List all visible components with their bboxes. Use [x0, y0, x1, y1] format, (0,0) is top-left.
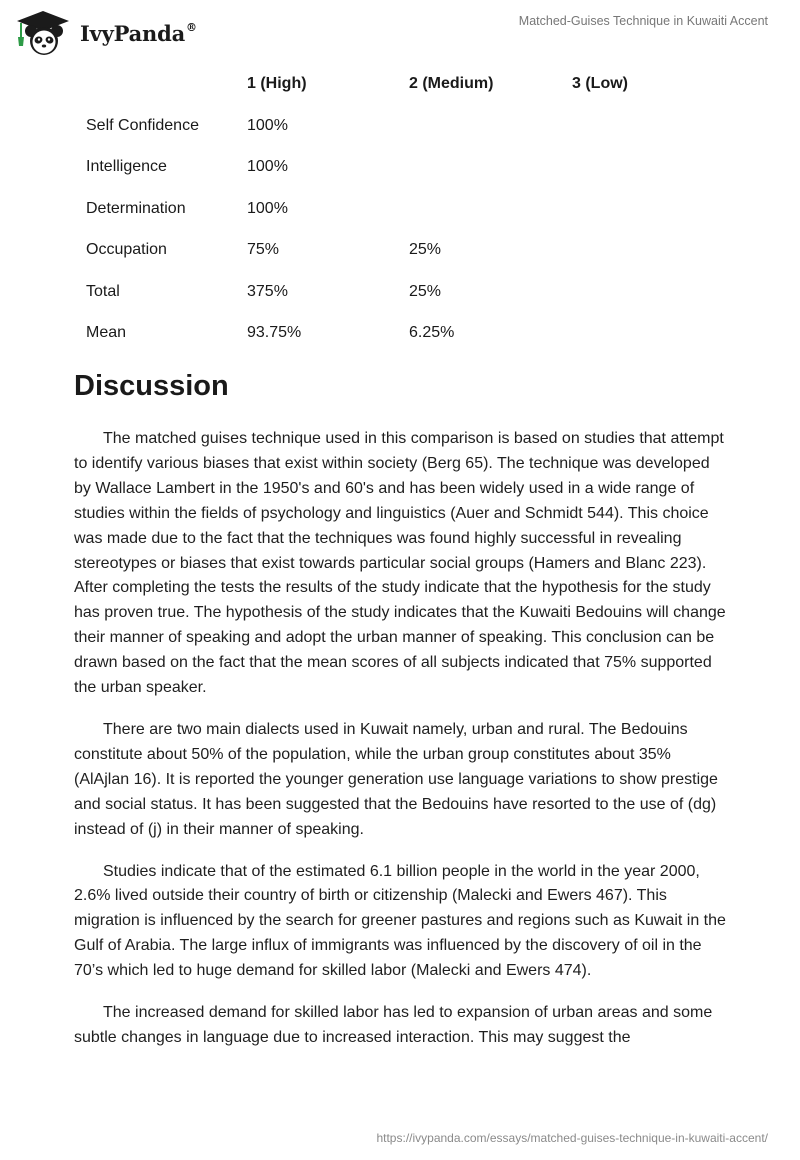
table-header-cell: 2 (Medium) — [409, 75, 494, 92]
results-table — [86, 74, 726, 365]
paragraph: There are two main dialects used in Kuwait namely, urban and rural. The Bedouins constitute about 50% of the population, while the urban group constitutes about 35% (AlAjlan 16). It is reported the younger generation use language variations to show prestige and social status. It has been suggested that the Bedouins have resorted to the use of (dg) instead of (j) in their manner of speaking. — [74, 720, 718, 838]
page-header — [0, 0, 800, 70]
table-cell: 93.75% — [247, 324, 302, 341]
table-cell: Self Confidence — [86, 116, 199, 134]
source-url-link[interactable]: https://ivypanda.com/essays/matched-guises-technique-in-kuwaiti-accent/ — [376, 1131, 768, 1145]
table-row — [86, 199, 726, 241]
brand-logo[interactable] — [14, 9, 197, 57]
table-cell: 25% — [409, 282, 442, 300]
table-row — [86, 282, 726, 324]
table-cell: Mean — [86, 324, 127, 341]
table-cell: 75% — [247, 241, 280, 258]
essay-body — [74, 427, 728, 1068]
table-row — [86, 323, 726, 365]
table-cell: Total — [86, 282, 120, 300]
table-cell: 375% — [247, 282, 288, 300]
table-row — [86, 116, 726, 158]
panda-graduate-icon — [14, 9, 74, 57]
table-header-cell: 1 (High) — [247, 75, 307, 92]
table-cell: 25% — [409, 241, 442, 258]
table-cell: 100% — [247, 199, 288, 217]
document-title: Matched-Guises Technique in Kuwaiti Accent — [518, 14, 768, 28]
table-cell: Determination — [86, 199, 186, 217]
table-cell: Intelligence — [86, 158, 167, 175]
table-cell: 6.25% — [409, 324, 455, 341]
table-row — [86, 240, 726, 282]
section-heading: Discussion — [74, 370, 229, 402]
table-row — [86, 157, 726, 199]
table-cell: 100% — [247, 158, 288, 175]
table-header-cell: 3 (Low) — [572, 75, 628, 92]
paragraph: The matched guises technique used in this comparison is based on studies that attempt to identify various biases that exist within society (Berg 65). The technique was developed by Wallace Lambert in the 1950's and 60's and has been widely used in a wide range of studies within the fields of psychology and linguistics (Auer and Schmidt 544). This choice was made due to the fact that the techniques was found highly successful in revealing stereotypes or biases that exist towards particular social groups (Hamers and Blanc 223). After completing the tests the results of the study indicate that the hypothesis for the study has proven true. The hypothesis of the study indicates that the Kuwaiti Bedouins will change their manner of speaking and adopt the urban manner of speaking. This conclusion can be drawn based on the fact that the mean scores of all subjects indicated that 75% supported the urban speaker. — [74, 430, 726, 697]
paragraph: The increased demand for skilled labor has led to expansion of urban areas and some subtle changes in language due to increased interaction. This may suggest the — [74, 1004, 713, 1046]
table-cell: Occupation — [86, 241, 167, 258]
paragraph: Studies indicate that of the estimated 6.1 billion people in the world in the year 2000, 2.6% lived outside their country of birth or citizenship (Malecki and Ewers 467). This migration is influenced by the search for greener pastures and regions such as Kuwait in the Gulf of Arabia. The large influx of immigrants was influenced by the discovery of oil in the 70’s which led to huge demand for skilled labor (Malecki and Ewers 474). — [74, 862, 726, 980]
table-cell: 100% — [247, 116, 288, 134]
table-header-row — [86, 74, 726, 116]
brand-name: IvyPanda® — [80, 20, 197, 46]
